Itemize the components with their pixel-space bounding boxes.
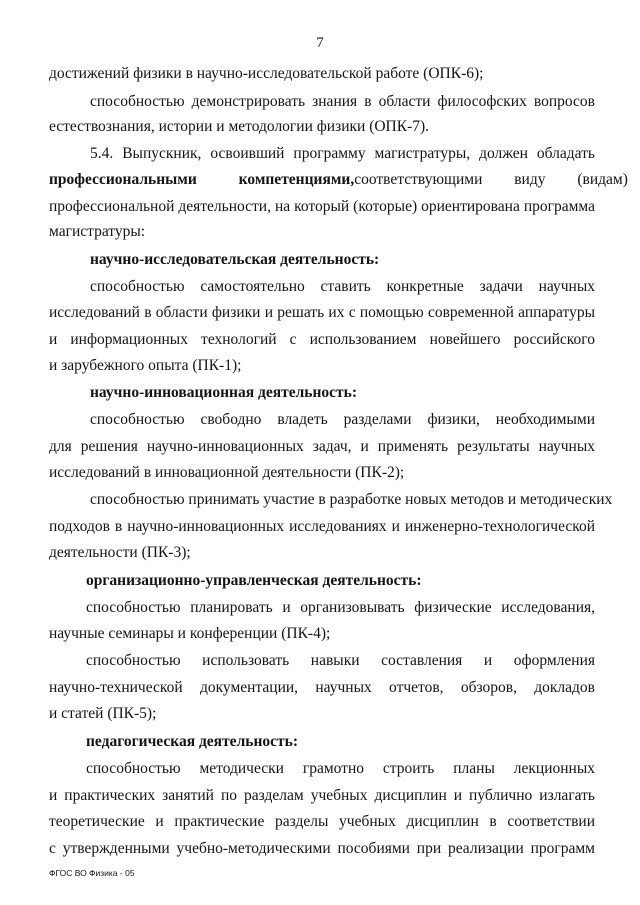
text-line: с утвержденными учебно-методическими пособиями при реализации программ xyxy=(49,840,595,857)
text-line: и статей (ПК-5); xyxy=(49,705,157,722)
text-line: исследований в области физики и решать их с помощью современной аппаратуры xyxy=(49,304,595,321)
text-line: магистратуры: xyxy=(49,223,146,240)
text-line: способностью свободно владеть разделами физики, необходимыми xyxy=(90,411,595,428)
text-line: и зарубежного опыта (ПК-1); xyxy=(49,357,242,374)
text-line: способностью использовать навыки составления и оформления xyxy=(86,652,595,669)
text-line: научно-технической документации, научных отчетов, обзоров, докладов xyxy=(49,679,595,696)
text-line: и практических занятий по разделам учебных дисциплин и публично излагать xyxy=(49,787,595,804)
text-line: научные семинары и конференции (ПК-4); xyxy=(49,625,331,642)
text-line: теоретические и практические разделы учебных дисциплин в соответствии xyxy=(49,813,595,830)
footer-note: ФГОС ВО Физика - 05 xyxy=(49,868,135,878)
text-line: способностью демонстрировать знания в области философских вопросов xyxy=(90,93,595,110)
section-heading: организационно-управленческая деятельность: xyxy=(86,572,422,589)
section-heading: научно-исследовательская деятельность: xyxy=(90,251,380,268)
text-line: способностью планировать и организовывать физические исследования, xyxy=(86,599,595,616)
section-heading: педагогическая деятельность: xyxy=(86,733,298,750)
text-line: способностью самостоятельно ставить конкретные задачи научных xyxy=(90,278,595,295)
text-line-with-bold xyxy=(49,170,628,190)
page-number: 7 xyxy=(316,35,324,51)
text-fragment: соответствующими виду (видам) xyxy=(354,171,628,188)
text-line: подходов в научно-инновационных исследованиях и инженерно-технологической xyxy=(49,518,595,535)
text-line: профессиональной деятельности, на который (которые) ориентирована программа xyxy=(49,198,595,215)
text-line: и информационных технологий с использованием новейшего российского xyxy=(49,331,595,348)
text-line: способностью принимать участие в разработке новых методов и методических xyxy=(90,491,613,508)
text-line: 5.4. Выпускник, освоивший программу магистратуры, должен обладать xyxy=(90,145,595,162)
bold-phrase: профессиональными компетенциями, xyxy=(49,171,355,188)
text-line: достижений физики в научно-исследовательской работе (ОПК-6); xyxy=(49,65,484,82)
text-line: деятельности (ПК-3); xyxy=(49,544,191,561)
text-line: для решения научно-инновационных задач, и применять результаты научных xyxy=(49,438,595,455)
text-line: естествознания, истории и методологии физики (ОПК-7). xyxy=(49,118,430,135)
section-heading: научно-инновационная деятельность: xyxy=(90,384,358,401)
text-line: исследований в инновационной деятельности (ПК-2); xyxy=(49,464,405,481)
text-line: способностью методически грамотно строить планы лекционных xyxy=(86,760,595,777)
